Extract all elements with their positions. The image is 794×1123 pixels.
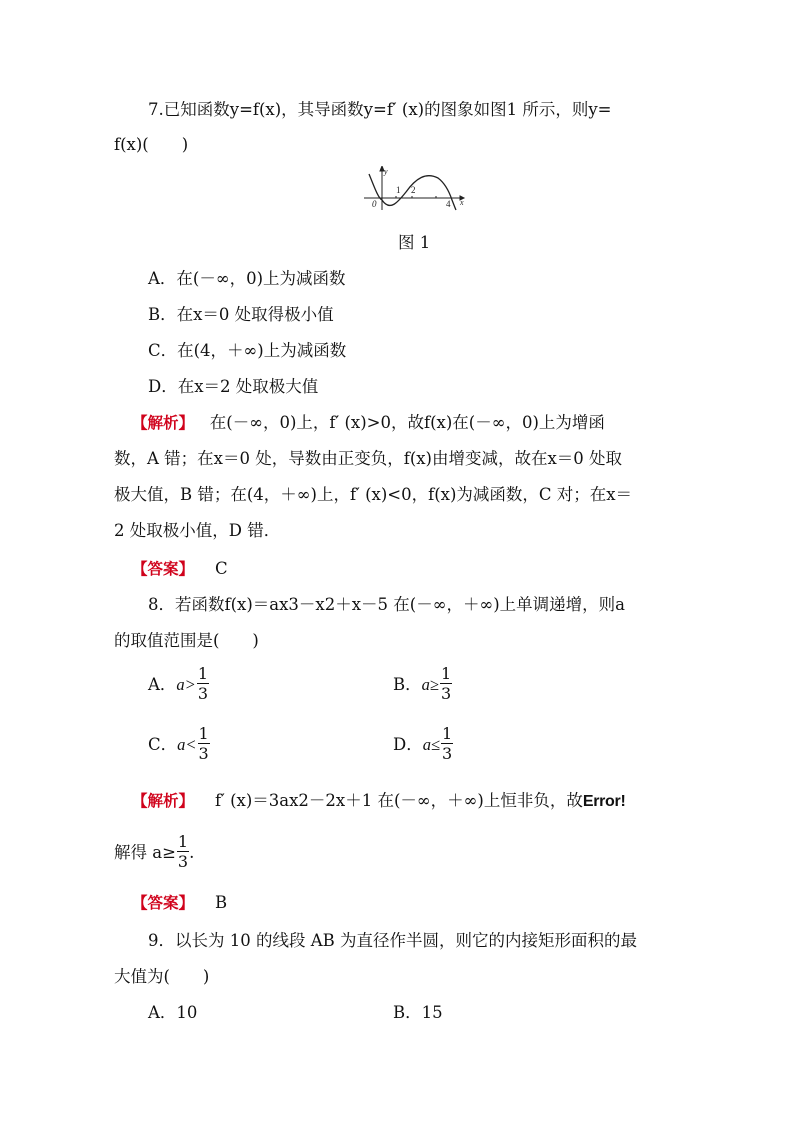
q8-option-a: A．a> $\frac{1}{3}$ bbox=[148, 664, 208, 703]
derivative-graph-figure bbox=[364, 166, 474, 214]
tick-label-4: 4 bbox=[446, 199, 451, 209]
figure-caption: 图 1 bbox=[398, 233, 431, 252]
answer-tag: 【答案】 bbox=[132, 560, 195, 578]
q8-result: 解得 a≥ $\frac{1}{3}$ . bbox=[114, 832, 195, 871]
tick-label-2: 2 bbox=[411, 185, 416, 195]
x-axis-label: x bbox=[460, 198, 464, 207]
q8-option-d: D．a≤ $\frac{1}{3}$ bbox=[393, 724, 453, 763]
origin-label: 0 bbox=[372, 199, 377, 209]
q8-stem-line-2: 的取值范围是( ) bbox=[114, 631, 259, 650]
q7-analysis-line-1: 【解析】 在(－∞，0)上，f′ (x)>0，故f(x)在(－∞，0)上为增函 bbox=[132, 413, 605, 432]
q8-answer bbox=[132, 892, 227, 914]
q7-analysis-line-3: 极大值，B 错；在(4，＋∞)上，f′ (x)<0，f(x)为减函数，C 对；在x＝ bbox=[114, 485, 633, 504]
answer-tag: 【答案】 bbox=[132, 894, 195, 912]
q7-analysis-line-2: 数，A 错；在x＝0 处，导数由正变负，f(x)由增变减，故在x＝0 处取 bbox=[114, 449, 623, 468]
y-axis-label: y bbox=[384, 167, 388, 176]
q7-option-b: B．在x＝0 处取得极小值 bbox=[148, 305, 334, 324]
q9-stem-line-1: 9．以长为 10 的线段 AB 为直径作半圆，则它的内接矩形面积的最 bbox=[148, 931, 638, 950]
q7-answer bbox=[132, 558, 228, 580]
q7-analysis-line-4: 2 处取极小值，D 错． bbox=[114, 521, 281, 540]
answer-value: C bbox=[215, 559, 228, 578]
q9-option-b: B．15 bbox=[393, 1003, 443, 1022]
q7-option-c: C．在(4，＋∞)上为减函数 bbox=[148, 341, 347, 360]
q7-option-d: D．在x＝2 处取极大值 bbox=[148, 377, 319, 396]
answer-value: B bbox=[215, 893, 228, 912]
q8-analysis-line-1: 【解析】 f′ (x)＝3ax2－2x＋1 在(－∞，＋∞)上恒非负，故Error! bbox=[132, 791, 626, 810]
q8-stem-line-1: 8．若函数f(x)＝ax3－x2＋x－5 在(－∞，＋∞)上单调递增，则a bbox=[148, 595, 625, 614]
tick-label-1: 1 bbox=[396, 185, 401, 195]
q7-stem-line-2: f(x)( ) bbox=[114, 135, 189, 154]
q9-option-a: A．10 bbox=[148, 1003, 198, 1022]
q8-option-c: C．a< $\frac{1}{3}$ bbox=[148, 724, 209, 763]
analysis-tag: 【解析】 bbox=[132, 792, 195, 810]
q9-stem-line-2: 大值为( ) bbox=[114, 967, 210, 986]
error-text: Error! bbox=[582, 793, 626, 810]
q7-stem-line-1: 7.已知函数y=f(x)，其导函数y=f′ (x)的图象如图1 所示，则y= bbox=[148, 100, 612, 119]
q8-option-b: B．a≥ $\frac{1}{3}$ bbox=[393, 664, 452, 703]
q7-option-a: A．在(－∞，0)上为减函数 bbox=[148, 269, 346, 288]
analysis-tag: 【解析】 bbox=[132, 414, 195, 432]
